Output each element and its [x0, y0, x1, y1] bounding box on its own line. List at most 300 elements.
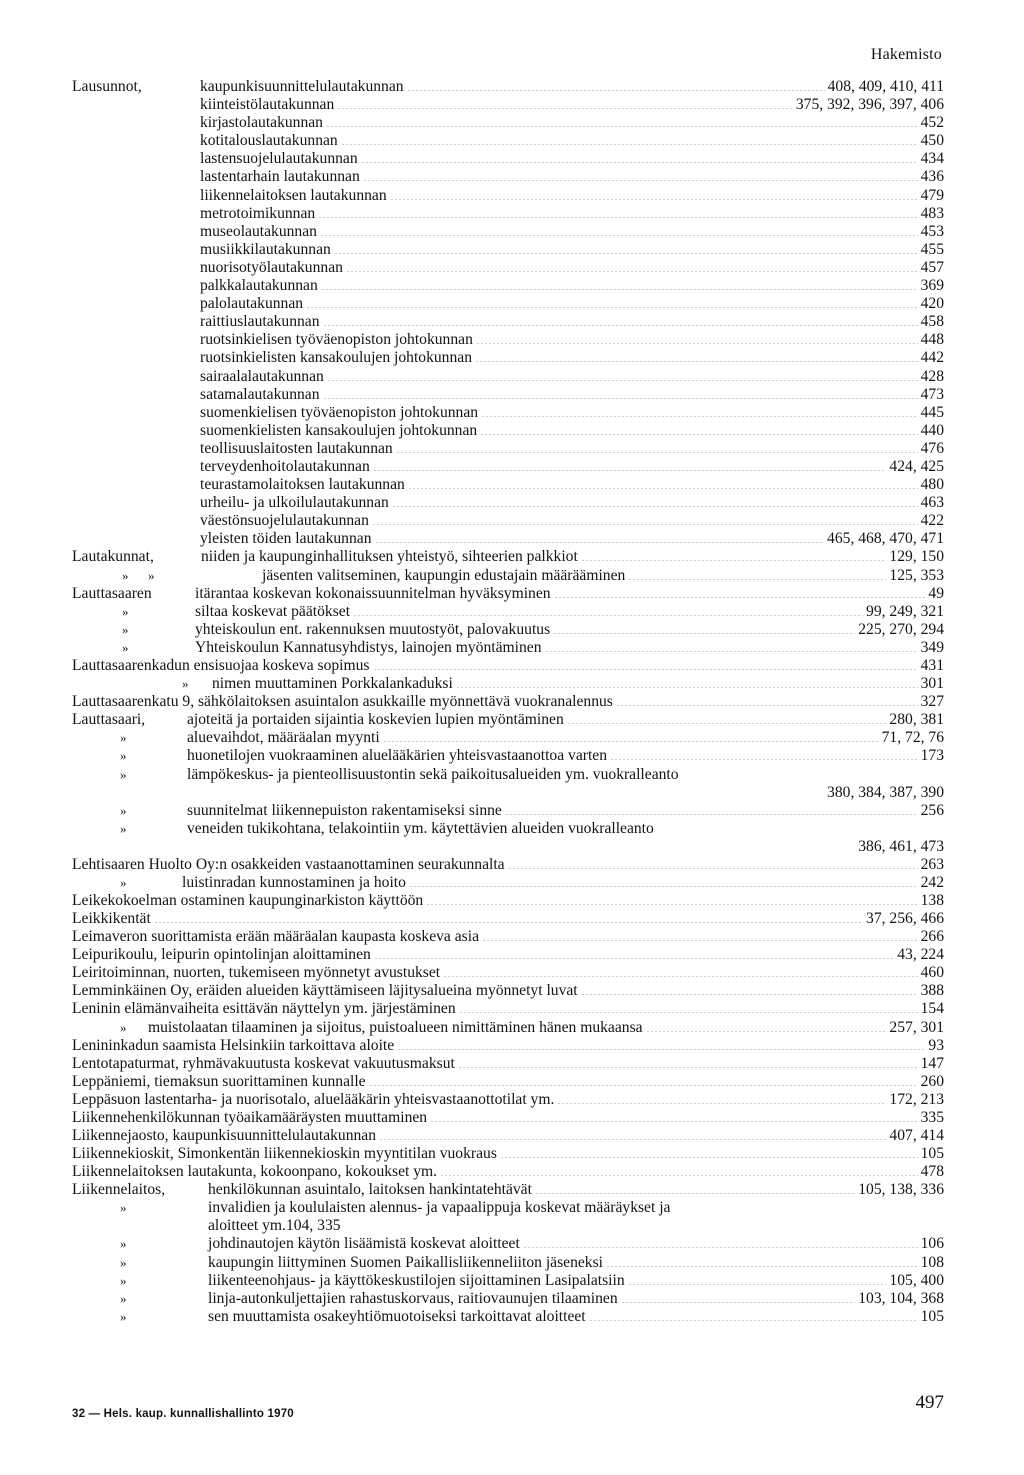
index-entry — [72, 766, 944, 802]
leader-dots — [456, 676, 918, 688]
index-entry — [72, 1254, 944, 1272]
entry-pages: 452 — [920, 114, 944, 132]
entry-line — [195, 639, 944, 657]
entry-line — [200, 422, 944, 440]
index-entry — [72, 802, 944, 820]
entry-line — [200, 494, 944, 512]
index-entry — [72, 1272, 944, 1290]
leader-dots — [334, 242, 918, 254]
entry-pages: 463 — [920, 494, 944, 512]
leader-dots — [375, 531, 825, 543]
entry-line — [72, 1073, 944, 1091]
entry-line — [200, 349, 944, 367]
entry-line — [208, 1254, 944, 1272]
index-entry — [72, 657, 944, 675]
entry-pages: 407, 414 — [889, 1127, 944, 1145]
entry-text: Lauttasaarenkadun ensisuojaa koskeva sopimus — [72, 657, 370, 674]
index-entry — [72, 1308, 944, 1326]
index-entry — [72, 277, 944, 295]
entry-pages: 105, 138, 336 — [858, 1181, 944, 1199]
index-entry — [72, 964, 944, 982]
entry-line — [201, 548, 944, 566]
index-entry — [72, 711, 944, 729]
entry-line — [72, 1037, 944, 1055]
leader-dots — [589, 1309, 918, 1321]
index-entry — [72, 259, 944, 277]
entry-line — [72, 1145, 944, 1163]
entry-line — [72, 1000, 944, 1018]
index-entry — [72, 874, 944, 892]
entry-line — [72, 946, 944, 964]
entry-line — [72, 657, 944, 675]
ditto-mark: » — [120, 730, 127, 746]
entry-line — [72, 693, 944, 711]
entry-text: ruotsinkielisten kansakoulujen johtokunnan — [200, 349, 472, 367]
entry-text: aluevaihdot, määräalan myynti — [187, 729, 380, 747]
entry-continuation — [208, 1217, 944, 1235]
entry-text: Lehtisaaren Huolto Oy:n osakkeiden vastaanottaminen seurakunnalta — [72, 855, 505, 873]
ditto-mark: » — [120, 874, 127, 890]
entry-line — [208, 1235, 944, 1253]
leader-dots — [505, 803, 918, 815]
leader-dots — [535, 1182, 855, 1194]
entry-text: väestönsuojelulautakunnan — [200, 512, 369, 530]
entry-pages: 335 — [920, 1108, 944, 1126]
entry-text: henkilökunnan asuintalo, laitoksen hankintatehtävät — [208, 1181, 532, 1199]
entry-pages: 408, 409, 410, 411 — [827, 78, 944, 95]
entry-pages: 104, 335 — [285, 1217, 341, 1235]
entry-text: Liikennejaosto, kaupunkisuunnittelulautakunnan — [72, 1127, 377, 1145]
leader-dots — [383, 730, 879, 742]
leader-dots — [616, 694, 918, 706]
entry-pages: 479 — [920, 186, 944, 204]
index-entry — [72, 114, 944, 132]
entry-line — [262, 567, 944, 585]
index-entry — [72, 567, 944, 585]
leader-dots — [610, 748, 918, 760]
entry-line — [200, 512, 944, 530]
entry-pages: 445 — [920, 403, 944, 421]
entry-pages: 125, 353 — [889, 566, 944, 584]
entry-pages: 138 — [920, 891, 944, 909]
entry-line — [200, 458, 944, 476]
entry-line — [200, 259, 944, 277]
entry-text: Lemminkäinen Oy, eräiden alueiden käyttämiseen läjitysalueina myönnetyt luvat — [72, 982, 578, 1000]
leader-dots — [396, 441, 918, 453]
ditto-mark: » — [120, 802, 127, 818]
index-entry — [72, 892, 944, 910]
entry-text: lastentarhain lautakunnan — [200, 168, 360, 186]
entry-line — [200, 114, 944, 132]
entry-text: Leppäniemi, tiemaksun suorittaminen kunnalle — [72, 1072, 366, 1090]
entry-text: yleisten töiden lautakunnan — [200, 530, 372, 548]
index-entry — [72, 458, 944, 476]
index-entry — [72, 349, 944, 367]
entry-text: Leikkikentät — [72, 909, 151, 927]
entry-pages: 455 — [920, 240, 944, 258]
entry-pages: 448 — [920, 331, 944, 349]
ditto-mark: » — [182, 676, 189, 692]
entry-text: niiden ja kaupunginhallituksen yhteistyö, sihteerien palkkiot — [201, 548, 578, 566]
ditto-mark: » » — [122, 567, 155, 583]
entry-text: metrotoimikunnan — [200, 204, 316, 222]
entry-line — [187, 711, 944, 729]
index-entry — [72, 1055, 944, 1073]
entry-pages: 369 — [920, 277, 944, 295]
ditto-mark: » — [120, 1272, 127, 1288]
entry-line — [195, 621, 944, 639]
entry-pages: 428 — [920, 367, 944, 385]
entry-line — [72, 1127, 944, 1145]
entry-pages: 242 — [920, 873, 944, 891]
index-entry — [72, 78, 944, 96]
entry-line — [200, 295, 944, 313]
leader-dots — [426, 893, 917, 905]
entry-line — [200, 476, 944, 494]
index-entry — [72, 168, 944, 186]
entry-text: jäsenten valitseminen, kaupungin edustajain määrääminen — [262, 566, 626, 584]
leader-dots — [408, 477, 918, 489]
index-entry — [72, 494, 944, 512]
entry-headword: Lauttasaaren — [72, 584, 152, 602]
entry-text: linja-autonkuljettajien rahastuskorvaus, raitiovaunujen tilaaminen — [208, 1289, 618, 1307]
entry-text: satamalautakunnan — [200, 385, 320, 403]
index-entry — [72, 368, 944, 386]
entry-text: Leppäsuon lastentarha- ja nuorisotalo, aluelääkärin yhteisvastaanottotilat ym. — [72, 1090, 555, 1108]
entry-text: kaupunkisuunnittelulautakunnan — [200, 78, 404, 95]
entry-pages: 93 — [928, 1036, 944, 1054]
ditto-mark: » — [120, 1019, 127, 1035]
leader-dots — [459, 1001, 918, 1013]
entry-line — [200, 150, 944, 168]
running-head: Hakemisto — [870, 46, 942, 63]
entry-text: yhteiskoulun ent. rakennuksen muutostyöt, palovakuutus — [195, 620, 551, 638]
ditto-mark: » — [122, 603, 129, 619]
leader-dots — [500, 1146, 918, 1158]
leader-dots — [154, 911, 863, 923]
entry-text: siltaa koskevat päätökset — [195, 602, 351, 620]
entry-text: ajoteitä ja portaiden sijaintia koskevien lupien myöntäminen — [187, 711, 564, 729]
entry-text: kiinteistölautakunnan — [200, 96, 335, 114]
entry-headword: Liikennelaitos, — [72, 1181, 166, 1199]
entry-line — [200, 168, 944, 186]
entry-text: Lenininkadun saamista Helsinkiin tarkoittava aloite — [72, 1036, 395, 1054]
leader-dots — [409, 875, 918, 887]
entry-pages: 436 — [920, 168, 944, 186]
entry-pages: 473 — [920, 385, 944, 403]
leader-dots — [353, 604, 863, 616]
leader-dots — [341, 133, 918, 145]
index-list — [72, 78, 944, 1326]
footer-source: 32 — Hels. kaup. kunnallishallinto 1970 — [72, 1408, 294, 1420]
index-entry — [72, 946, 944, 964]
page-number: 497 — [915, 1392, 944, 1413]
entry-line — [208, 1290, 944, 1308]
entry-line — [200, 78, 944, 96]
leader-dots — [321, 278, 918, 290]
index-entry — [72, 150, 944, 168]
entry-pages: 263 — [920, 855, 944, 873]
entry-pages: 105 — [920, 1145, 944, 1163]
entry-line — [200, 386, 944, 404]
entry-text: kaupungin liittyminen Suomen Paikallisliikenneliiton jäseneksi — [208, 1253, 603, 1271]
index-entry — [72, 1037, 944, 1055]
index-entry — [72, 530, 944, 548]
leader-dots — [545, 640, 918, 652]
ditto-mark: » — [122, 639, 129, 655]
entry-line — [182, 874, 944, 892]
entry-line — [72, 1055, 944, 1073]
entry-headword: Lauttasaari, — [72, 711, 146, 729]
entry-line — [200, 205, 944, 223]
index-entry — [72, 295, 944, 313]
entry-headword: Lautakunnat, — [72, 548, 154, 566]
entry-text: terveydenhoitolautakunnan — [200, 457, 370, 475]
leader-dots — [440, 1164, 918, 1176]
entry-text: teollisuuslaitosten lautakunnan — [200, 439, 393, 457]
entry-line — [200, 277, 944, 295]
entry-line — [195, 585, 944, 603]
entry-line — [187, 729, 944, 747]
index-entry — [72, 747, 944, 765]
ditto-mark: » — [120, 1254, 127, 1270]
entry-pages: 103, 104, 368 — [858, 1289, 944, 1307]
ditto-mark: » — [122, 621, 129, 637]
entry-pages: 301 — [920, 675, 944, 693]
index-entry — [72, 729, 944, 747]
leader-dots — [323, 314, 918, 326]
entry-pages: 105 — [920, 1307, 944, 1325]
entry-pages: 108 — [920, 1253, 944, 1271]
entry-text: lastensuojelulautakunnan — [200, 150, 358, 168]
entry-headword: Lausunnot, — [72, 78, 142, 95]
index-entry — [72, 982, 944, 1000]
entry-line — [72, 964, 944, 982]
leader-dots — [327, 369, 918, 381]
leader-dots — [407, 79, 825, 91]
entry-pages: 256 — [920, 801, 944, 819]
leader-dots — [553, 622, 855, 634]
entry-pages: 440 — [920, 421, 944, 439]
index-entry — [72, 928, 944, 946]
entry-text: sairaalalautakunnan — [200, 367, 324, 385]
index-entry — [72, 132, 944, 150]
entry-pages: 37, 256, 466 — [866, 909, 944, 927]
entry-pages: 327 — [920, 693, 944, 711]
leader-dots — [458, 1056, 918, 1068]
leader-dots — [557, 1092, 886, 1104]
entry-pages: 260 — [920, 1072, 944, 1090]
entry-text: Leninin elämänvaiheita esittävän näyttelyn ym. järjestäminen — [72, 1000, 456, 1018]
index-entry — [72, 820, 944, 856]
entry-text: suunnitelmat liikennepuiston rakentamiseksi sinne — [187, 801, 502, 819]
entry-text: Lentotapaturmat, ryhmävakuutusta koskevat vakuutusmaksut — [72, 1054, 455, 1072]
leader-dots — [443, 965, 917, 977]
leader-dots — [346, 260, 918, 272]
entry-text: Lauttasaarenkatu 9, sähkölaitoksen asuintalon asukkaille myönnettävä vuokranalennus — [72, 693, 613, 711]
entry-pages: 431 — [920, 657, 944, 674]
index-entry — [72, 1199, 944, 1235]
leader-dots — [581, 983, 918, 995]
leader-dots — [361, 151, 918, 163]
ditto-mark: » — [120, 1308, 127, 1324]
entry-line — [72, 982, 944, 1000]
index-entry — [72, 856, 944, 874]
leader-dots — [508, 857, 918, 869]
index-entry — [72, 585, 944, 603]
index-entry — [72, 1235, 944, 1253]
entry-line — [72, 928, 944, 946]
entry-pages: 266 — [920, 928, 944, 946]
entry-pages: 465, 468, 470, 471 — [827, 530, 944, 548]
entry-pages: 458 — [920, 313, 944, 331]
entry-text: Liikennelaitoksen lautakunta, kokoonpano, kokoukset ym. — [72, 1163, 438, 1181]
index-entry — [72, 96, 944, 114]
entry-text: Leikekokoelman ostaminen kaupunginarkiston käyttöön — [72, 891, 424, 909]
leader-dots — [646, 1020, 887, 1032]
entry-line — [208, 1272, 944, 1290]
leader-dots — [373, 459, 887, 471]
entry-pages: 43, 224 — [897, 946, 944, 964]
entry-text: urheilu- ja ulkoilulautakunnan — [200, 494, 389, 512]
leader-dots — [581, 549, 887, 561]
index-entry — [72, 331, 944, 349]
index-entry — [72, 1290, 944, 1308]
entry-pages: 476 — [920, 439, 944, 457]
entry-line — [200, 187, 944, 205]
entry-line — [200, 132, 944, 150]
leader-dots — [369, 1074, 918, 1086]
entry-text: Leiritoiminnan, nuorten, tukemiseen myönnetyt avustukset — [72, 964, 441, 982]
entry-pages: 460 — [920, 964, 944, 982]
entry-text: suomenkielisten kansakoulujen johtokunnan — [200, 421, 478, 439]
entry-text: muistolaatan tilaaminen ja sijoitus, puistoalueen nimittäminen hänen mukaansa — [148, 1018, 643, 1036]
index-entry — [72, 1181, 944, 1199]
entry-pages: 375, 392, 396, 397, 406 — [795, 96, 944, 114]
entry-text: palkkalautakunnan — [200, 277, 318, 295]
entry-line — [187, 802, 944, 820]
index-entry — [72, 910, 944, 928]
entry-text: suomenkielisen työväenopiston johtokunnan — [200, 403, 479, 421]
entry-line — [200, 241, 944, 259]
leader-dots — [306, 296, 918, 308]
entry-pages: 129, 150 — [889, 548, 944, 566]
index-entry — [72, 386, 944, 404]
entry-line — [200, 404, 944, 422]
leader-dots — [373, 658, 918, 670]
leader-dots — [397, 1038, 925, 1050]
entry-pages: 424, 425 — [889, 457, 944, 475]
entry-text: museolautakunnan — [200, 222, 317, 240]
index-entry — [72, 187, 944, 205]
entry-line — [195, 603, 944, 621]
index-entry — [72, 313, 944, 331]
ditto-mark: » — [120, 1236, 127, 1252]
leader-dots — [363, 169, 918, 181]
entry-line — [72, 1091, 944, 1109]
entry-pages: 106 — [920, 1235, 944, 1253]
leader-dots — [374, 947, 894, 959]
index-entry — [72, 1109, 944, 1127]
entry-line — [200, 530, 944, 548]
entry-pages: 225, 270, 294 — [858, 620, 944, 638]
leader-dots — [320, 224, 918, 236]
index-entry — [72, 548, 944, 566]
entry-line — [200, 96, 944, 114]
index-entry — [72, 440, 944, 458]
leader-dots — [481, 405, 918, 417]
entry-text: raittiuslautakunnan — [200, 313, 320, 331]
leader-dots — [372, 513, 918, 525]
entry-pages: 172, 213 — [889, 1090, 944, 1108]
entry-text: lämpökeskus- ja pienteollisuustontin sekä paikoitusalueiden ym. vuokralleanto — [187, 765, 679, 783]
entry-text: Leimaveron suorittamista erään määräalan kaupasta koskeva asia — [72, 928, 479, 946]
entry-text: musiikkilautakunnan — [200, 240, 331, 258]
leader-dots — [482, 929, 918, 941]
leader-dots — [476, 332, 918, 344]
index-entry — [72, 1000, 944, 1018]
entry-line — [72, 1109, 944, 1127]
ditto-mark: » — [120, 748, 127, 764]
index-entry — [72, 675, 944, 693]
entry-pages: 173 — [920, 747, 944, 765]
entry-line — [187, 747, 944, 765]
entry-text: invalidien ja koululaisten alennus- ja vapaalippuja koskevat määräykset ja — [208, 1199, 671, 1217]
index-entry — [72, 621, 944, 639]
leader-dots — [567, 712, 887, 724]
entry-line — [212, 675, 944, 693]
leader-dots — [480, 423, 917, 435]
entry-pages: 49 — [928, 584, 944, 602]
leader-dots — [606, 1255, 918, 1267]
entry-pages: 147 — [920, 1054, 944, 1072]
entry-text: nuorisotyölautakunnan — [200, 258, 343, 276]
entry-line — [72, 1163, 944, 1181]
entry-line — [72, 910, 944, 928]
leader-dots — [621, 1291, 856, 1303]
entry-text: Yhteiskoulun Kannatusyhdistys, lainojen myöntäminen — [195, 638, 542, 656]
entry-text: kotitalouslautakunnan — [200, 132, 338, 150]
entry-pages: 257, 301 — [889, 1018, 944, 1036]
entry-pages: 420 — [920, 295, 944, 313]
leader-dots — [475, 350, 918, 362]
index-entry — [72, 476, 944, 494]
index-entry — [72, 1127, 944, 1145]
entry-line — [72, 856, 944, 874]
entry-pages: 483 — [920, 204, 944, 222]
index-entry — [72, 1145, 944, 1163]
entry-line — [208, 1308, 944, 1326]
entry-pages: 478 — [920, 1163, 944, 1181]
entry-text: Liikennehenkilökunnan työaikamääräysten muuttaminen — [72, 1108, 428, 1126]
entry-pages: 280, 381 — [889, 711, 944, 729]
entry-pages: 453 — [920, 222, 944, 240]
entry-pages: 105, 400 — [889, 1271, 944, 1289]
leader-dots — [523, 1236, 918, 1248]
entry-line — [200, 440, 944, 458]
leader-dots — [326, 115, 918, 127]
entry-text: Leipurikoulu, leipurin opintolinjan aloittaminen — [72, 946, 371, 964]
entry-text: palolautakunnan — [200, 295, 304, 313]
entry-pages: 457 — [920, 258, 944, 276]
leader-dots — [337, 97, 793, 109]
entry-pages: 386, 461, 473 — [858, 837, 944, 855]
entry-text: sen muuttamista osakeyhtiömuotoiseksi tarkoittavat aloitteet — [208, 1307, 586, 1325]
entry-text: liikenteenohjaus- ja käyttökeskustilojen sijoittaminen Lasipalatsiin — [208, 1271, 625, 1289]
entry-line — [208, 1181, 944, 1199]
entry-text: nimen muuttaminen Porkkalankaduksi — [212, 675, 453, 693]
index-entry — [72, 603, 944, 621]
